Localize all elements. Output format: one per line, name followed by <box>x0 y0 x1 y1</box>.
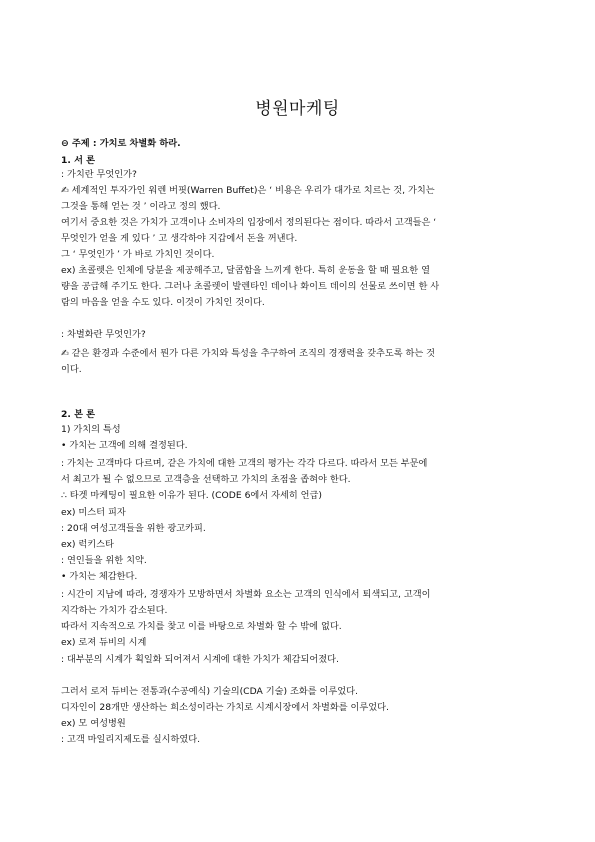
text-line: : 대부분의 시계가 획일화 되어져서 시계에 대한 가치가 체감되어졌다. <box>61 654 339 665</box>
text-line: 그러서 로저 듀비는 전통과(수공예식) 기술의(CDA 기술) 조화를 이루었다. <box>61 686 358 697</box>
text-line: ∴ 타겟 마케팅이 필요한 이유가 된다. (CODE 6에서 자세히 언급) <box>61 490 322 501</box>
text-line: : 고객 마일리지제도를 실시하였다. <box>61 734 201 745</box>
text-line: ✍ 세계적인 투자가인 워렌 버핏(Warren Buffet)은 ‘ 비용은 우리가 대가로 치르는 것, 가치는 <box>61 185 435 196</box>
text-line: ex) 미스터 피자 <box>61 507 126 518</box>
text-line: ✍ 같은 환경과 수준에서 뭔가 다른 가치와 특성을 추구하여 조직의 경쟁력을 갖추도록 하는 것 <box>61 348 436 359</box>
text-line: : 연인들을 위한 치약. <box>61 555 147 566</box>
text-line: 무엇인가 얻을 게 있다 ’ 고 생각하야 지갑에서 돈을 꺼낸다. <box>61 233 298 244</box>
text-line: : 시간이 지남에 따라, 경쟁자가 모방하면서 차별화 요소는 고객의 인식에서 퇴색되고, 고객이 <box>61 589 431 600</box>
text-line: 량을 공급해 주기도 한다. 그러나 초콜렛이 발렌타인 데이나 화이트 데이의 선물로 쓰이면 한 사 <box>61 281 440 292</box>
text-line: 디자인이 28개만 생산하는 희소성이라는 가치로 시계시장에서 차별화를 이루었다. <box>61 702 389 713</box>
document-title: 병원마케팅 <box>255 99 340 119</box>
text-line: 그것을 통해 얻는 것 ’ 이라고 정의 했다. <box>61 201 221 212</box>
text-line: : 20대 여성고객들을 위한 광고카피. <box>61 523 206 534</box>
text-line: ex) 럭키스타 <box>61 539 114 550</box>
text-line: 지각하는 가치가 감소된다. <box>61 605 168 616</box>
text-line: 여기서 중요한 것은 가치가 고객이나 소비자의 입장에서 정의된다는 점이다. 따라서 고객들은 ‘ <box>61 217 437 228</box>
text-line: : 가치는 고객마다 다르며, 같은 가치에 대한 고객의 평가는 각각 다르다. 따라서 모든 부문에 <box>61 458 428 469</box>
text-line: • 가치는 고객에 의해 결정된다. <box>61 440 188 451</box>
text-line: : 가치란 무엇인가? <box>61 169 137 180</box>
section-heading-body: 2. 본 론 <box>61 409 96 420</box>
text-line: 그 ‘ 무엇인가 ’ 가 바로 가치인 것이다. <box>61 249 215 260</box>
text-line: 람의 마음을 얻을 수도 있다. 이것이 가치인 것이다. <box>61 297 265 308</box>
text-line: 이다. <box>61 364 82 375</box>
text-line: ex) 모 여성병원 <box>61 718 126 729</box>
text-line: ex) 초콜렛은 인체에 당분을 제공해주고, 달콤함을 느끼게 한다. 특히 운동을 할 때 필요한 열 <box>61 265 430 276</box>
text-line: 따라서 지속적으로 가치를 찾고 이를 바탕으로 차별화 할 수 밖에 없다. <box>61 621 342 632</box>
topic-heading: ⊖ 주제 : 가치로 차별화 하라. <box>61 138 181 149</box>
text-line: 서 최고가 될 수 없으므로 고객층을 선택하고 가치의 초점을 좁혀야 한다. <box>61 474 351 485</box>
text-line: • 가치는 체감한다. <box>61 571 138 582</box>
text-line: 1) 가치의 특성 <box>61 424 121 435</box>
text-line: ex) 로져 듀비의 시계 <box>61 637 147 648</box>
text-line: : 차별화란 무엇인가? <box>61 329 146 340</box>
section-heading-intro: 1. 서 론 <box>61 155 96 166</box>
